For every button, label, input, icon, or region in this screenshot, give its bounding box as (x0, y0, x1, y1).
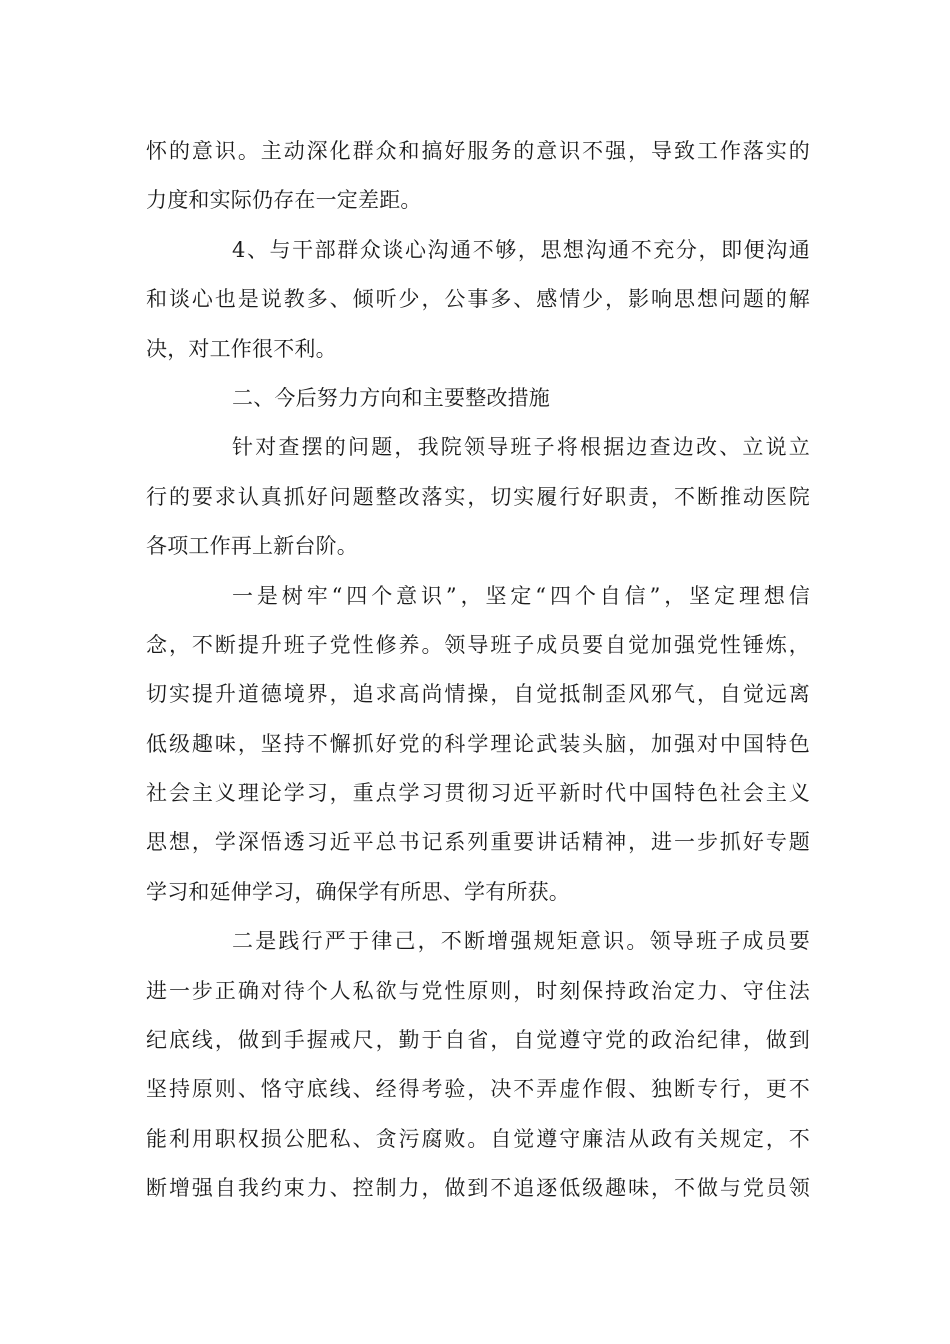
text-line: 切实提升道德境界，追求高尚情操，自觉抵制歪风邪气，自觉远离 (146, 682, 810, 707)
text-line: 怀的意识。主动深化群众和搞好服务的意识不强，导致工作落实的 (146, 139, 810, 163)
text-line: 力度和实际仍存在一定差距。 (146, 188, 422, 213)
text-line: 坚持原则、恪守底线、经得考验，决不弄虚作假、独断专行，更不 (146, 1077, 810, 1102)
paragraph-start-line: 二是践行严于律己，不断增强规矩意识。领导班子成员要 (232, 929, 810, 954)
paragraph-start-line: 4、与干部群众谈心沟通不够，思想沟通不充分，即便沟通 (232, 237, 810, 262)
text-line: 低级趣味，坚持不懈抓好党的科学理论武装头脑，加强对中国特色 (146, 731, 810, 756)
text-line: 断增强自我约束力、控制力，做到不追逐低级趣味，不做与党员领 (146, 1176, 810, 1201)
text-line: 念，不断提升班子党性修养。领导班子成员要自觉加强党性锤炼， (146, 632, 810, 657)
document-body (146, 127, 810, 1214)
paragraph-start-line: 针对查摆的问题，我院领导班子将根据边查边改、立说立 (232, 435, 810, 460)
paragraph-start-line: 一是树牢“四个意识”，坚定“四个自信”，坚定理想信 (232, 583, 810, 608)
text-line: 社会主义理论学习，重点学习贯彻习近平新时代中国特色社会主义 (146, 781, 810, 806)
text-line: 和谈心也是说教多、倾听少，公事多、感情少，影响思想问题的解 (146, 287, 810, 312)
text-line: 思想，学深悟透习近平总书记系列重要讲话精神，进一步抓好专题 (146, 830, 810, 855)
text-line: 进一步正确对待个人私欲与党性原则，时刻保持政治定力、守住法 (146, 978, 810, 1003)
text-line: 纪底线，做到手握戒尺，勤于自省，自觉遵守党的政治纪律，做到 (146, 1028, 810, 1053)
text-line: 各项工作再上新台阶。 (146, 534, 358, 559)
text-line: 学习和延伸学习，确保学有所思、学有所获。 (146, 879, 570, 904)
text-line: 行的要求认真抓好问题整改落实，切实履行好职责，不断推动医院 (146, 484, 810, 509)
text-line: 决，对工作很不利。 (146, 336, 337, 361)
text-line: 能利用职权损公肥私、贪污腐败。自觉遵守廉洁从政有关规定，不 (146, 1126, 810, 1151)
section-heading: 二、今后努力方向和主要整改措施 (232, 385, 550, 410)
